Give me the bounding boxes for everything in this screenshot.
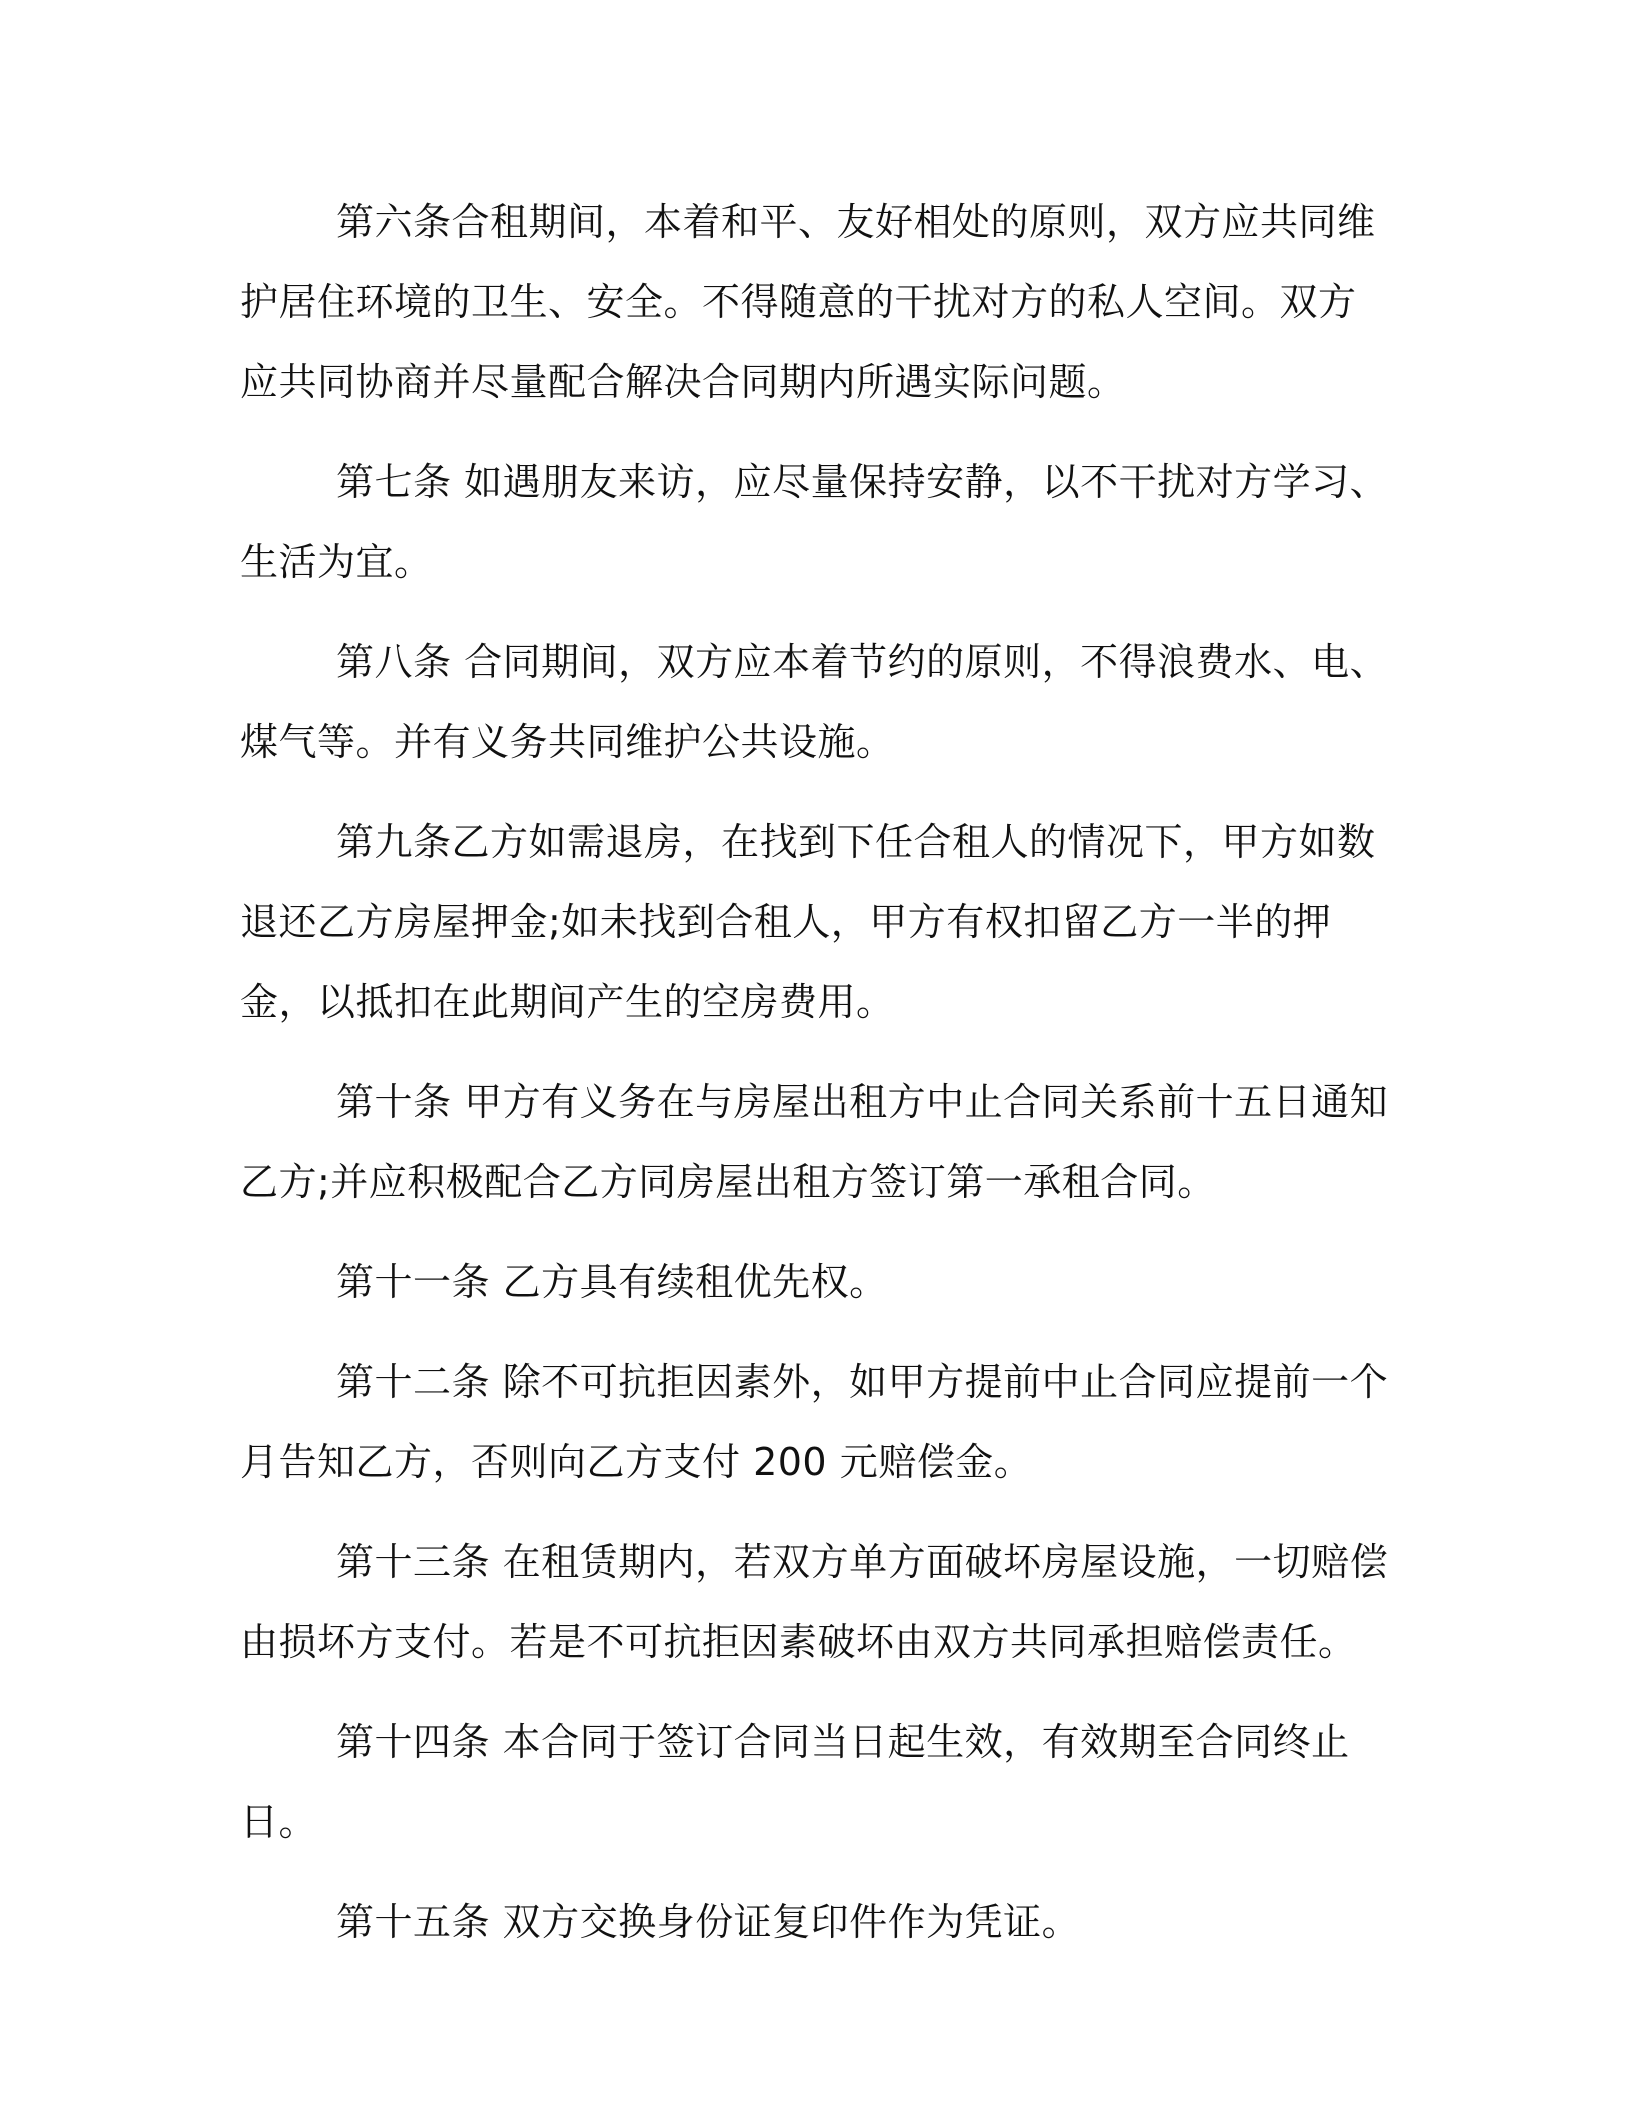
clause-10: 第十条 甲方有义务在与房屋出租方中止合同关系前十五日通知乙方;并应积极配合乙方同房屋出租方签订第一承租合同。 [240,1080,1389,1204]
contract-page [240,182,1390,1962]
clause-11: 第十一条 乙方具有续租优先权。 [336,1260,888,1304]
clause-12: 第十二条 除不可抗拒因素外，如甲方提前中止合同应提前一个月告知乙方，否则向乙方支付 200 元赔偿金。 [240,1360,1389,1484]
clause-13: 第十三条 在租赁期内，若双方单方面破坏房屋设施，一切赔偿由损坏方支付。若是不可抗拒因素破坏由双方共同承担赔偿责任。 [240,1540,1389,1664]
clause-8: 第八条 合同期间，双方应本着节约的原则，不得浪费水、电、煤气等。并有义务共同维护公共设施。 [240,640,1389,764]
clause-15: 第十五条 双方交换身份证复印件作为凭证。 [336,1900,1081,1944]
clause-6: 第六条合租期间，本着和平、友好相处的原则，双方应共同维护居住环境的卫生、安全。不得随意的干扰对方的私人空间。双方应共同协商并尽量配合解决合同期内所遇实际问题。 [240,200,1376,404]
clause-9: 第九条乙方如需退房，在找到下任合租人的情况下，甲方如数退还乙方房屋押金;如未找到合租人，甲方有权扣留乙方一半的押金，以抵扣在此期间产生的空房费用。 [240,820,1376,1024]
clause-7: 第七条 如遇朋友来访，应尽量保持安静，以不干扰对方学习、生活为宜。 [240,460,1389,584]
clause-14: 第十四条 本合同于签订合同当日起生效，有效期至合同终止日。 [240,1720,1350,1844]
